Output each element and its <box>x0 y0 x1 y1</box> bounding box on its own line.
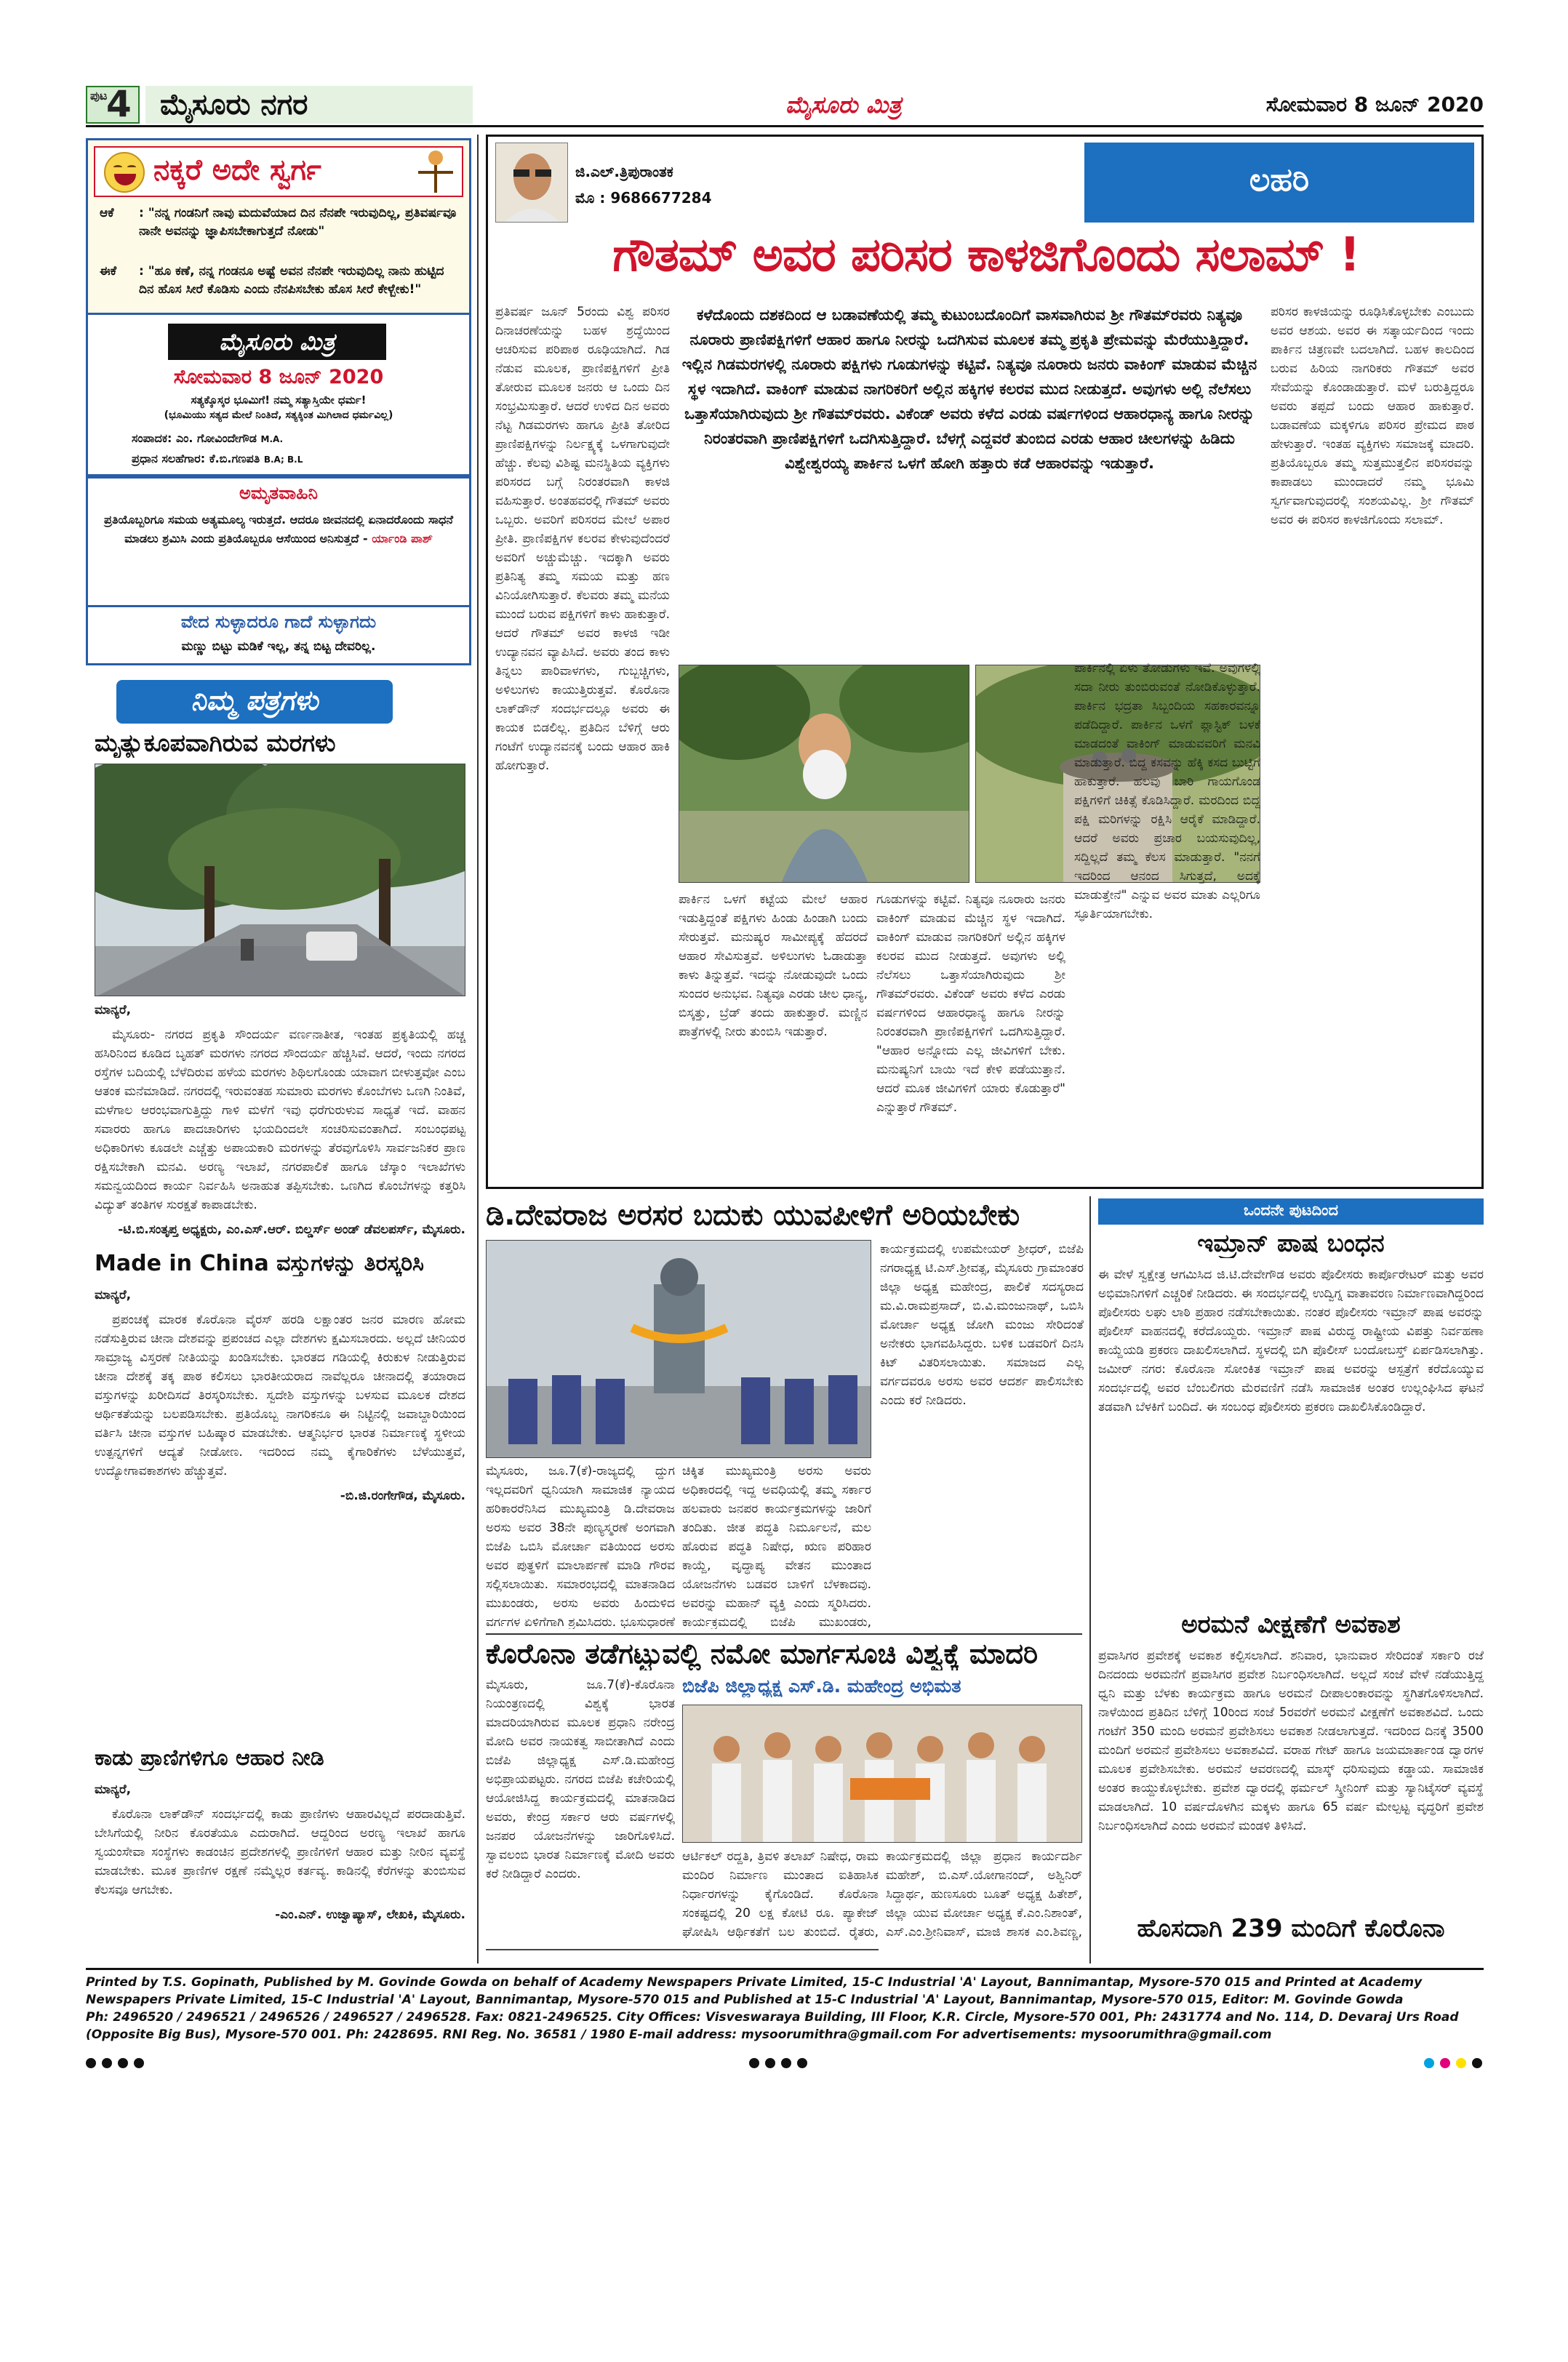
masthead-small: ಮೈಸೂರು ಮಿತ್ರ <box>785 91 902 119</box>
letter-2-salutation: ಮಾನ್ಯರೆ, <box>95 1288 132 1302</box>
legal-degree: B.A; B.L <box>263 455 303 465</box>
lahari-article <box>486 135 1484 1189</box>
scarecrow-icon <box>415 151 456 194</box>
imprint-block <box>86 1974 1484 2043</box>
reg-dot <box>134 2058 144 2068</box>
lahari-col-3: ಪಾರ್ಕಿನ ಒಳಗೆ ಕಟ್ಟೆಯ ಮೇಲೆ ಆಹಾರ ಇಡುತ್ತಿದ್ದಂತೆ ಪಕ್ಷಿಗಳು ಹಿಂಡು ಹಿಂಡಾಗಿ ಬಂದು ಸೇರುತ್ತವೆ. ಮನುಷ್ಯರ ಸಾಮೀಪ್ಯಕ್ಕೆ ಹೆದರದೆ ಆಹಾರ ಸೇವಿಸುತ್ತವೆ. ಅಳಿಲುಗಳು ಓಡಾಡುತ್ತಾ ಕಾಳು ತಿನ್ನುತ್ತವೆ. ಇದನ್ನು ನೋಡುವುದೇ ಒಂದು ಸುಂದರ ಅನುಭವ. ನಿತ್ಯವೂ ಎರಡು ಚೀಲ ಧಾನ್ಯ, ಬಿಸ್ಕತ್ತು, ಬ್ರೆಡ್ ತಂದು ಹಾಕುತ್ತಾರೆ. ಮಣ್ಣಿನ ಪಾತ್ರೆಗಳಲ್ಲಿ ನೀರು ತುಂಬಿಸಿ ಇಡುತ್ತಾರೆ. <box>679 892 868 1039</box>
reg-dot <box>797 2058 807 2068</box>
imran-headline: ಇಮ್ರಾನ್ ಪಾಷ ಬಂಧನ <box>1197 1229 1385 1258</box>
letter-3-head: ಕಾಡು ಪ್ರಾಣಿಗಳಿಗೂ ಆಹಾರ ನೀಡಿ <box>95 1745 324 1771</box>
author-phone: ಮೊ : 9686677284 <box>575 189 712 207</box>
aramane-headline: ಅರಮನೆ ವೀಕ್ಷಣೆಗೆ ಅವಕಾಶ <box>1181 1610 1401 1639</box>
legal-label: ಪ್ರಧಾನ ಸಲಹೆಗಾರ: <box>132 452 206 465</box>
footer-top-rule <box>86 1968 1484 1970</box>
reg-dot <box>765 2058 775 2068</box>
tree-lined-road-image <box>95 764 465 996</box>
imran-body: ಈ ವೇಳೆ ಸ್ವಕ್ಷೇತ್ರ ಆಗಮಿಸಿದ ಜಿ.ಟಿ.ದೇವೇಗೌಡ ಅವರು ಪೊಲೀಸರು ಕಾರ್ಪೊರೇಟರ್ ಮತ್ತು ಅವರ ಅಭಿಮಾನಿಗಳಿಗೆ ಎಚ್ಚರಿಕೆ ನೀಡಿದರು. ಈ ಸಂದರ್ಭದಲ್ಲಿ ಉದ್ವಿಗ್ನ ವಾತಾವರಣ ನಿರ್ಮಾಣವಾಗಿದ್ದರಿಂದ ಪೊಲೀಸರು ಲಘು ಲಾಠಿ ಪ್ರಹಾರ ನಡೆಸಬೇಕಾಯಿತು. ನಂತರ ಪೊಲೀಸರು ಇಮ್ರಾನ್ ಪಾಷ ಅವರನ್ನು ಪೊಲೀಸ್ ವಾಹನದಲ್ಲಿ ಕರೆದೊಯ್ದರು. ಇಮ್ರಾನ್ ಪಾಷ ವಿರುದ್ಧ ರಾಷ್ಟ್ರೀಯ ವಿಪತ್ತು ನಿರ್ವಹಣಾ ಕಾಯ್ದೆಯಡಿ ಪ್ರಕರಣ ದಾಖಲಿಸಲಾಗಿದೆ. ಸ್ಥಳದಲ್ಲಿ ಬಿಗಿ ಪೊಲೀಸ್ ಬಂದೋಬಸ್ತ್ ಏರ್ಪಡಿಸಲಾಗಿತ್ತು. ಜಮೀರ್ ನಗರ: ಕೊರೊನಾ ಸೋಂಕಿತ ಇಮ್ರಾನ್ ಪಾಷ ಅವರನ್ನು ಆಸ್ಪತ್ರೆಗೆ ಕರೆದೊಯ್ಯುವ ಸಂದರ್ಭದಲ್ಲಿ ಅವರ ಬೆಂಬಲಿಗರು ಮೆರವಣಿಗೆ ನಡೆಸಿ ಸಾಮಾಜಿಕ ಅಂತರ ಉಲ್ಲಂಘಿಸಿದ ಘಟನೆ ತಡವಾಗಿ ಬೆಳಕಿಗೆ ಬಂದಿದೆ. ಈ ಸಂಬಂಧ ಪೊಲೀಸರು ಪ್ರಕರಣ ದಾಖಲಿಸಿಕೊಂಡಿದ್ದಾರೆ. <box>1098 1268 1484 1414</box>
editor-name: ಎಂ. ಗೋವಿಂದೇಗೌಡ <box>176 431 257 445</box>
info-legal-row <box>132 452 303 466</box>
header-date: ಸೋಮವಾರ 8 ಜೂನ್ 2020 <box>1265 92 1484 116</box>
devaraj-col-2: ಚಿಕ್ಕಿತ ಮುಖ್ಯಮಂತ್ರಿ ಅರಸು ಅವರು ಅಧಿಕಾರದಲ್ಲಿ ಇದ್ದ ಅವಧಿಯಲ್ಲಿ ತಮ್ಮ ಸರ್ಕಾರ ಹಲವಾರು ಜನಪರ ಕಾರ್ಯಕ್ರಮಗಳನ್ನು ಜಾರಿಗೆ ತಂದಿತು. ಜೀತ ಪದ್ಧತಿ ನಿರ್ಮೂಲನೆ, ಮಲ ಹೊರುವ ಪದ್ಧತಿ ನಿಷೇಧ, ಋಣ ಪರಿಹಾರ ಕಾಯ್ದೆ, ವೃದ್ಧಾಪ್ಯ ವೇತನ ಮುಂತಾದ ಯೋಜನೆಗಳು ಬಡವರ ಬಾಳಿಗೆ ಬೆಳಕಾದವು. ಅವರನ್ನು ಮಹಾನ್ ವ್ಯಕ್ತಿ ಎಂದು ಸ್ಮರಿಸಿದರು. ಕಾರ್ಯಕ್ರಮದಲ್ಲಿ ಬಿಜೆಪಿ ಮುಖಂಡರು, <box>682 1464 871 1629</box>
legal-name: ಕೆ.ಬಿ.ಗಣಪತಿ <box>209 452 260 465</box>
reg-dot <box>118 2058 128 2068</box>
info-tagline-2: (ಭೂಮಿಯು ಸತ್ಯದ ಮೇಲೆ ನಿಂತಿದೆ, ಸತ್ಯಕ್ಕಿಂತ ಮಿಗಿಲಾದ ಧರ್ಮವಿಲ್ಲ) <box>164 409 393 421</box>
imprint-line-3: Ph: 2496520 / 2496521 / 2496526 / 2496527 / 2496528. Fax: 0821-2496525. City Offices: Visveswaraya Building, III Floor, K.R. Circle, Mysore-570 001, Ph: 2431774 and No. 114, D. Devaraj Urs Road <box>86 2010 1459 2025</box>
corona-modi-subhead: ಬಿಜೆಪಿ ಜಿಲ್ಲಾಧ್ಯಕ್ಷ ಎಸ್.ಡಿ. ಮಹೇಂದ್ರ ಅಭಿಮತ <box>682 1676 961 1697</box>
corona-modi-headline: ಕೊರೊನಾ ತಡೆಗಟ್ಟುವಲ್ಲಿ ನಮೋ ಮಾರ್ಗಸೂಚಿ ವಿಶ್ವಕ್ಕೆ ಮಾದರಿ <box>486 1638 1039 1670</box>
amrutha-author: ರ್ಯಾಂಡಿ ಪಾಶ್ <box>372 532 433 545</box>
devaraj-bottom-rule <box>486 1633 1082 1635</box>
amrutha-box <box>86 476 471 607</box>
devaraj-photo <box>486 1240 871 1458</box>
letter-1-text: ಮೈಸೂರು- ನಗರದ ಪ್ರಕೃತಿ ಸೌಂದರ್ಯ ವರ್ಣನಾತೀತ, ಇಂತಹ ಪ್ರಕೃತಿಯಲ್ಲಿ ಹಚ್ಚ ಹಸಿರಿನಿಂದ ಕೂಡಿದ ಬೃಹತ್ ಮರಗಳು ನಗರದ ಸೌಂದರ್ಯ ಹೆಚ್ಚಿಸಿವೆ. ಆದರೆ, ಇಂದು ನಗರದ ರಸ್ತೆಗಳ ಬದಿಯಲ್ಲಿ ಬೆಳೆದಿರುವ ಹಳೆಯ ಮರಗಳು ಶಿಥಿಲಗೊಂಡು ಯಾವಾಗ ಬೀಳುತ್ತವೋ ಎಂಬ ಆತಂಕ ಮನೆಮಾಡಿದೆ. ನಗರದಲ್ಲಿ ಇರುವಂತಹ ಸುಮಾರು ಮರಗಳು ಕೊಂಬೆಗಳು ಒಣಗಿ ನಿಂತಿವೆ, ಮಳೆಗಾಲ ಆರಂಭವಾಗುತ್ತಿದ್ದು ಗಾಳಿ ಮಳೆಗೆ ಇವು ಧರೆಗುರುಳುವ ಸಾಧ್ಯತೆ ಇದೆ. ವಾಹನ ಸವಾರರು ಹಾಗೂ ಪಾದಚಾರಿಗಳು ಭಯದಿಂದಲೇ ಸಂಚರಿಸುವಂತಾಗಿದೆ. ಸಂಬಂಧಪಟ್ಟ ಅಧಿಕಾರಿಗಳು ಕೂಡಲೇ ಎಚ್ಚೆತ್ತು ಅಪಾಯಕಾರಿ ಮರಗಳನ್ನು ತೆರವುಗೊಳಿಸಿ ಸಾರ್ವಜನಿಕರ ಪ್ರಾಣ ರಕ್ಷಿಸಬೇಕಾಗಿ ಮನವಿ. ಅರಣ್ಯ ಇಲಾಖೆ, ನಗರಪಾಲಿಕೆ ಹಾಗೂ ಚೆಸ್ಕಾಂ ಇಲಾಖೆಗಳು ಸಮನ್ವಯದಿಂದ ಕಾರ್ಯ ನಿರ್ವಹಿಸಿ ಅನಾಹುತ ತಪ್ಪಿಸಬೇಕು. ಒಣಗಿದ ಕೊಂಬೆಗಳನ್ನು ಕತ್ತರಿಸಿ ವಿದ್ಯುತ್ ತಂತಿಗಳ ಸುರಕ್ಷತೆ ಕಾಪಾಡಬೇಕು. <box>95 1028 465 1212</box>
lahari-col-1: ಪ್ರತಿವರ್ಷ ಜೂನ್ 5ರಂದು ವಿಶ್ವ ಪರಿಸರ ದಿನಾಚರಣೆಯನ್ನು ಬಹಳ ಶ್ರದ್ಧೆಯಿಂದ ಆಚರಿಸುವ ಪರಿಪಾಠ ರೂಢಿಯಾಗಿದೆ. ಗಿಡ ನೆಡುವ ಮೂಲಕ, ಪ್ರಾಣಿಪಕ್ಷಿಗಳಿಗೆ ಪ್ರೀತಿ ತೋರುವ ಮೂಲಕ ಜನರು ಆ ಒಂದು ದಿನ ಸಂಭ್ರಮಿಸುತ್ತಾರೆ. ಆದರೆ ಉಳಿದ ದಿನ ಅವರು ನೆಟ್ಟ ಗಿಡಮರಗಳು ಹಾಗೂ ಪ್ರೀತಿ ತೋರಿದ ಪ್ರಾಣಿಪಕ್ಷಿಗಳನ್ನು ನಿರ್ಲಕ್ಷ್ಯಕ್ಕೆ ಒಳಗಾಗುವುದೇ ಹೆಚ್ಚು. ಕೆಲವು ವಿಶಿಷ್ಟ ಮನಸ್ಥಿತಿಯ ವ್ಯಕ್ತಿಗಳು ಪರಿಸರದ ಬಗ್ಗೆ ನಿರಂತರವಾಗಿ ಕಾಳಜಿ ವಹಿಸುತ್ತಾರೆ. ಅಂತಹವರಲ್ಲಿ ಗೌತಮ್ ಅವರು ಒಬ್ಬರು. ಅವರಿಗೆ ಪರಿಸರದ ಮೇಲೆ ಅಪಾರ ಪ್ರೀತಿ. ಪ್ರಾಣಿಪಕ್ಷಿಗಳ ಕಲರವ ಕೇಳುವುದೆಂದರೆ ಅವರಿಗೆ ಅಚ್ಚುಮೆಚ್ಚು. ಇದಕ್ಕಾಗಿ ಅವರು ಪ್ರತಿನಿತ್ಯ ತಮ್ಮ ಸಮಯ ಮತ್ತು ಹಣ ವಿನಿಯೋಗಿಸುತ್ತಾರೆ. ಕೆಲವರು ತಮ್ಮ ಮನೆಯ ಮುಂದೆ ಬರುವ ಪಕ್ಷಿಗಳಿಗೆ ಕಾಳು ಹಾಕುತ್ತಾರೆ. ಆದರೆ ಗೌತಮ್ ಅವರ ಕಾಳಜಿ ಇಡೀ ಉದ್ಯಾನವನ ವ್ಯಾಪಿಸಿದೆ. ಅವರು ತಂದ ಕಾಳು ತಿನ್ನಲು ಪಾರಿವಾಳಗಳು, ಗುಬ್ಬಚ್ಚಿಗಳು, ಅಳಿಲುಗಳು ಕಾಯುತ್ತಿರುತ್ತವೆ. ಕೊರೊನಾ ಲಾಕ್‌ಡೌನ್ ಸಂದರ್ಭದಲ್ಲೂ ಅವರು ಈ ಕಾಯಕ ಬಿಡಲಿಲ್ಲ. ಪ್ರತಿದಿನ ಬೆಳಿಗ್ಗೆ ಆರು ಗಂಟೆಗೆ ಉದ್ಯಾನವನಕ್ಕೆ ಬಂದು ಆಹಾರ ಹಾಕಿ ಹೋಗುತ್ತಾರೆ. <box>495 305 670 773</box>
jokes-title: ನಕ್ಕರೆ ಅದೇ ಸ್ವರ್ಗ <box>153 153 321 187</box>
letter-1-salutation: ಮಾನ್ಯರೆ, <box>95 1003 132 1017</box>
header-rule <box>86 125 1484 127</box>
lahari-intro: ಕಳೆದೊಂದು ದಶಕದಿಂದ ಆ ಬಡಾವಣೆಯಲ್ಲಿ ತಮ್ಮ ಕುಟುಂಬದೊಂದಿಗೆ ವಾಸವಾಗಿರುವ ಶ್ರೀ ಗೌತಮ್‌ರವರು ನಿತ್ಯವೂ ನೂರಾರು ಪ್ರಾಣಿಪಕ್ಷಿಗಳಿಗೆ ಆಹಾರ ಹಾಗೂ ನೀರನ್ನು ಒದಗಿಸುವ ಮೂಲಕ ತಮ್ಮ ಪ್ರಕೃತಿ ಪ್ರೇಮವನ್ನು ಮೆರೆಯುತ್ತಿದ್ದಾರೆ. ಇಲ್ಲಿನ ಗಿಡಮರಗಳಲ್ಲಿ ನೂರಾರು ಪಕ್ಷಿಗಳು ಗೂಡುಗಳನ್ನು ಕಟ್ಟಿವೆ. ನಿತ್ಯವೂ ನೂರಾರು ಜನರು ವಾಕಿಂಗ್ ಮಾಡುವ ಮೆಚ್ಚಿನ ಸ್ಥಳ ಇದಾಗಿದೆ. ವಾಕಿಂಗ್ ಮಾಡುವ ನಾಗರಿಕರಿಗೆ ಅಲ್ಲಿನ ಹಕ್ಕಿಗಳ ಕಲರವ ಮುದ ನೀಡುತ್ತದೆ. ಅವುಗಳು ಅಲ್ಲಿ ನೆಲೆಸಲು ಒತ್ತಾಸೆಯಾಗಿರುವುದು ಶ್ರೀ ಗೌತಮ್‌ರವರು. ವಿಕೆಂಡ್ ಅವರು ಕಳೆದ ಎರಡು ವರ್ಷಗಳಿಂದ ಆಹಾರಧಾನ್ಯ ಹಾಗೂ ನೀರನ್ನು ನಿರಂತರವಾಗಿ ಪ್ರಾಣಿಪಕ್ಷಿಗಳಿಗೆ ಒದಗಿಸುತ್ತಿದ್ದಾರೆ. ಬೆಳಗ್ಗೆ ಎದ್ದವರೆ ತುಂಬಿದ ಎರಡು ಆಹಾರ ಚೀಲಗಳನ್ನು ಹಿಡಿದು ವಿಶ್ವೇಶ್ವರಯ್ಯ ಪಾರ್ಕಿನ ಒಳಗೆ ಹೋಗಿ ಹತ್ತಾರು ಕಡೆ ಆಹಾರವನ್ನು ಇಡುತ್ತಾರೆ. <box>681 306 1257 472</box>
corona-modi-col-2: ಆರ್ಟಿಕಲ್ ರದ್ದತಿ, ತ್ರಿವಳಿ ತಲಾಖ್ ನಿಷೇಧ, ರಾಮ ಮಂದಿರ ನಿರ್ಮಾಣ ಮುಂತಾದ ಐತಿಹಾಸಿಕ ನಿರ್ಧಾರಗಳನ್ನು ಕೈಗೊಂಡಿದೆ. ಕೊರೊನಾ ಸಂಕಷ್ಟದಲ್ಲಿ 20 ಲಕ್ಷ ಕೋಟಿ ರೂ. ಪ್ಯಾಕೇಜ್ ಘೋಷಿಸಿ ಆರ್ಥಿಕತೆಗೆ ಬಲ ತುಂಬಿದೆ. ರೈತರು, <box>682 1849 879 1939</box>
letter-2-body <box>95 1286 465 1737</box>
info-box <box>86 313 471 476</box>
jokes-header <box>94 146 463 197</box>
proverb-title: ವೇದ ಸುಳ್ಳಾದರೂ ಗಾದೆ ಸುಳ್ಳಾಗದು <box>180 612 377 632</box>
devaraj-headline: ಡಿ.ದೇವರಾಜ ಅರಸರ ಬದುಕು ಯುವಪೀಳಿಗೆ ಅರಿಯಬೇಕು <box>486 1198 1020 1232</box>
joke-speaker-1: ಆಕೆ <box>100 206 114 220</box>
page-label-box <box>86 83 140 125</box>
reg-dot-magenta <box>1440 2058 1450 2068</box>
joke-speaker-2: ಈಕೆ <box>100 264 117 279</box>
lahari-col-6: ಪರಿಸರ ಕಾಳಜಿಯನ್ನು ರೂಢಿಸಿಕೊಳ್ಳಬೇಕು ಎಂಬುದು ಅವರ ಆಶಯ. ಅವರ ಈ ಸತ್ಕಾರ್ಯದಿಂದ ಇಂದು ಪಾರ್ಕಿನ ಚಿತ್ರಣವೇ ಬದಲಾಗಿದೆ. ಬಹಳ ಕಾಲದಿಂದ ಬರುವ ಹಿರಿಯ ನಾಗರಿಕರು ಗೌತಮ್ ಅವರ ಸೇವೆಯನ್ನು ಕೊಂಡಾಡುತ್ತಾರೆ. ಮಳೆ ಬರುತ್ತಿದ್ದರೂ ಅವರು ತಪ್ಪದೆ ಬಂದು ಆಹಾರ ಹಾಕುತ್ತಾರೆ. ಬಡಾವಣೆಯ ಮಕ್ಕಳಿಗೂ ಪರಿಸರ ಪ್ರೇಮದ ಪಾಠ ಹೇಳುತ್ತಾರೆ. ಇಂತಹ ವ್ಯಕ್ತಿಗಳು ಸಮಾಜಕ್ಕೆ ಮಾದರಿ. ಪ್ರತಿಯೊಬ್ಬರೂ ತಮ್ಮ ಸುತ್ತಮುತ್ತಲಿನ ಪರಿಸರವನ್ನು ಕಾಪಾಡಲು ಮುಂದಾದರೆ ನಮ್ಮ ಭೂಮಿ ಸ್ವರ್ಗವಾಗುವುದರಲ್ಲಿ ಸಂಶಯವಿಲ್ಲ. ಶ್ರೀ ಗೌತಮ್ ಅವರ ಈ ಪರಿಸರ ಕಾಳಜಿಗೊಂದು ಸಲಾಮ್. <box>1271 305 1474 527</box>
reg-dot-black <box>1472 2058 1482 2068</box>
amrutha-text-block <box>98 511 459 548</box>
joke-line-1: : "ನನ್ನ ಗಂಡನಿಗೆ ನಾವು ಮದುವೆಯಾದ ದಿನ ನೆನಪೇ ಇರುವುದಿಲ್ಲ, ಪ್ರತಿವರ್ಷವೂ ನಾನೇ ಅವನನ್ನು ಜ್ಞಾಪಿಸಬೇಕಾಗುತ್ತದೆ ನೋಡು" <box>139 206 457 239</box>
lahari-col-4: ಗೂಡುಗಳನ್ನು ಕಟ್ಟಿವೆ. ನಿತ್ಯವೂ ನೂರಾರು ಜನರು ವಾಕಿಂಗ್ ಮಾಡುವ ಮೆಚ್ಚಿನ ಸ್ಥಳ ಇದಾಗಿದೆ. ವಾಕಿಂಗ್ ಮಾಡುವ ನಾಗರಿಕರಿಗೆ ಅಲ್ಲಿನ ಹಕ್ಕಿಗಳ ಕಲರವ ಮುದ ನೀಡುತ್ತದೆ. ಅವುಗಳು ಅಲ್ಲಿ ನೆಲೆಸಲು ಒತ್ತಾಸೆಯಾಗಿರುವುದು ಶ್ರೀ ಗೌತಮ್‌ರವರು. ವಿಕೆಂಡ್ ಅವರು ಕಳೆದ ಎರಡು ವರ್ಷಗಳಿಂದ ಆಹಾರಧಾನ್ಯ ಹಾಗೂ ನೀರನ್ನು ನಿರಂತರವಾಗಿ ಪ್ರಾಣಿಪಕ್ಷಿಗಳಿಗೆ ಒದಗಿಸುತ್ತಿದ್ದಾರೆ. "ಆಹಾರ ಅನ್ನೋದು ಎಲ್ಲ ಜೀವಿಗಳಿಗೆ ಬೇಕು. ಮನುಷ್ಯನಿಗೆ ಬಾಯಿ ಇದೆ ಕೇಳಿ ಪಡೆಯುತ್ತಾನೆ. ಆದರೆ ಮೂಕ ಜೀವಿಗಳಿಗೆ ಯಾರು ಕೊಡುತ್ತಾರೆ" ಎನ್ನುತ್ತಾರೆ ಗೌತಮ್. <box>876 892 1065 1115</box>
laughing-face-icon <box>104 152 145 193</box>
gautam-photo <box>679 665 969 883</box>
letter-3-text: ಕೊರೊನಾ ಲಾಕ್‌ಡೌನ್ ಸಂದರ್ಭದಲ್ಲಿ ಕಾಡು ಪ್ರಾಣಿಗಳು ಆಹಾರವಿಲ್ಲದೆ ಪರದಾಡುತ್ತಿವೆ. ಬೇಸಿಗೆಯಲ್ಲಿ ನೀರಿನ ಕೊರತೆಯೂ ಎದುರಾಗಿದೆ. ಆದ್ದರಿಂದ ಅರಣ್ಯ ಇಲಾಖೆ ಹಾಗೂ ಸ್ವಯಂಸೇವಾ ಸಂಸ್ಥೆಗಳು ಕಾಡಂಚಿನ ಪ್ರದೇಶಗಳಲ್ಲಿ ಪ್ರಾಣಿಗಳಿಗೆ ಆಹಾರ ಮತ್ತು ನೀರಿನ ವ್ಯವಸ್ಥೆ ಮಾಡಬೇಕು. ಮೂಕ ಪ್ರಾಣಿಗಳ ರಕ್ಷಣೆ ನಮ್ಮೆಲ್ಲರ ಕರ್ತವ್ಯ. ಕಾಡಿನಲ್ಲಿ ಕೆರೆಗಳನ್ನು ತುಂಬಿಸುವ ಕೆಲಸವೂ ಆಗಬೇಕು. <box>95 1807 465 1897</box>
letters-banner-title: ನಿಮ್ಮ ಪತ್ರಗಳು <box>191 684 319 716</box>
imprint-line-4: (Opposite Big Bus), Mysore-570 001. Ph: 2428695. RNI Reg. No. 36581 / 1980 E-mail address: mysoorumithra@gmail.com For advertisements: mysoorumithra@gmail.com <box>86 2027 1272 2042</box>
corona-modi-photo-2 <box>486 1949 879 1950</box>
corona-modi-photo-1 <box>682 1705 1082 1843</box>
statue-tribute-image <box>487 1241 871 1458</box>
reg-dot-cyan <box>1424 2058 1434 2068</box>
letter-2-head: Made in China ವಸ್ತುಗಳನ್ನು ತಿರಸ್ಕರಿಸಿ <box>95 1251 473 1276</box>
letter-3-body <box>95 1780 465 1947</box>
page-number: 4 <box>106 83 132 125</box>
reg-dot <box>86 2058 96 2068</box>
lahari-headline: ಗೌತಮ್ ಅವರ ಪರಿಸರ ಕಾಳಜಿಗೊಂದು ಸಲಾಮ್ ! <box>612 228 1360 282</box>
imprint-line-2: Newspapers Private Limited, 15-C Industrial 'A' Layout, Bannimantap, Mysore-570 015 and Published at 15-C Industrial 'A' Layout, Bannimantap, Mysore-570 015, Editor: M. Govinde Gowda <box>86 1993 1404 2007</box>
letter-2-text: ಪ್ರಪಂಚಕ್ಕೆ ಮಾರಕ ಕೊರೊನಾ ವೈರಸ್ ಹರಡಿ ಲಕ್ಷಾಂತರ ಜನರ ಮಾರಣ ಹೋಮ ನಡೆಸುತ್ತಿರುವ ಚೀನಾ ದೇಶವನ್ನು ಪ್ರಪಂಚದ ಎಲ್ಲಾ ದೇಶಗಳು ಕ್ಷಮಿಸಬಾರದು. ಅಲ್ಲದೆ ಚೀನಿಯರ ಸಾಮ್ರಾಜ್ಯ ವಿಸ್ತರಣೆ ನೀತಿಯನ್ನು ಖಂಡಿಸಬೇಕು. ಭಾರತದ ಗಡಿಯಲ್ಲಿ ಕಿರುಕುಳ ನೀಡುತ್ತಿರುವ ಚೀನಾ ದೇಶಕ್ಕೆ ತಕ್ಕ ಪಾಠ ಕಲಿಸಲು ಭಾರತೀಯರಾದ ನಾವೆಲ್ಲರೂ ಚೀನಾದಲ್ಲಿ ತಯಾರಾದ ವಸ್ತುಗಳನ್ನು ಖರೀದಿಸದೆ ತಿರಸ್ಕರಿಸಬೇಕು. ಸ್ವದೇಶಿ ವಸ್ತುಗಳನ್ನು ಬಳಸುವ ಮೂಲಕ ದೇಶದ ಆರ್ಥಿಕತೆಯನ್ನು ಬಲಪಡಿಸಬೇಕು. ಪ್ರತಿಯೊಬ್ಬ ನಾಗರಿಕನೂ ಈ ನಿಟ್ಟಿನಲ್ಲಿ ಜವಾಬ್ದಾರಿಯಿಂದ ವರ್ತಿಸಿ ಚೀನಾ ವಸ್ತುಗಳ ಬಹಿಷ್ಕಾರ ಮಾಡಬೇಕು. ಆತ್ಮನಿರ್ಭರ ಭಾರತ ನಿರ್ಮಾಣಕ್ಕೆ ಸ್ಥಳೀಯ ಉತ್ಪನ್ನಗಳಿಗೆ ಆದ್ಯತೆ ನೀಡೋಣ. ಇದರಿಂದ ನಮ್ಮ ಕೈಗಾರಿಕೆಗಳು ಬೆಳೆಯುತ್ತವೆ, ಉದ್ಯೋಗಾವಕಾಶಗಳು ಹೆಚ್ಚುತ್ತವೆ. <box>95 1313 465 1478</box>
page-header <box>0 0 1568 125</box>
reg-dot <box>749 2058 759 2068</box>
amrutha-title: ಅಮೃತವಾಹಿನಿ <box>239 483 318 503</box>
proverb-text: ಮಣ್ಣು ಬಿಟ್ಟು ಮಡಿಕೆ ಇಲ್ಲ, ತನ್ನ ಬಿಟ್ಟ ದೇವರಿಲ್ಲ. <box>181 639 376 654</box>
letter-2-sign: -ಬಿ.ಜಿ.ರಂಗೇಗೌಡ, ಮೈಸೂರು. <box>340 1489 465 1503</box>
info-tagline-1: ಸತ್ಯಕ್ಕೊಸ್ಕರ ಭೂಮಿಗೆ! ನಮ್ಮ ಸತ್ಯಾಸ್ತಿಯೇ ಧರ್ಮ! <box>191 393 367 407</box>
aramane-body: ಪ್ರವಾಸಿಗರ ಪ್ರವೇಶಕ್ಕೆ ಅವಕಾಶ ಕಲ್ಪಿಸಲಾಗಿದೆ. ಶನಿವಾರ, ಭಾನುವಾರ ಸೇರಿದಂತೆ ಸರ್ಕಾರಿ ರಜೆ ದಿನದಂದು ಅರಮನೆಗೆ ಪ್ರವಾಸಿಗರ ಪ್ರವೇಶ ನಿರ್ಬಂಧಿಸಲಾಗಿದೆ. ಅಲ್ಲದೆ ಸಂಜೆ ವೇಳೆ ನಡೆಯುತ್ತಿದ್ದ ಧ್ವನಿ ಮತ್ತು ಬೆಳಕು ಕಾರ್ಯಕ್ರಮ ಹಾಗೂ ಅರಮನೆ ದೀಪಾಲಂಕಾರವನ್ನು ಸ್ಥಗಿತಗೊಳಿಸಲಾಗಿದೆ. ನಾಳೆಯಿಂದ ಪ್ರತಿದಿನ ಬೆಳಿಗ್ಗೆ 10ರಿಂದ ಸಂಜೆ 5ರವರೆಗೆ ಅರಮನೆ ವೀಕ್ಷಣೆಗೆ ಅವಕಾಶವಿದೆ. ಒಂದು ಗಂಟೆಗೆ 350 ಮಂದಿ ಅರಮನೆ ಪ್ರವೇಶಿಸಲು ಅವಕಾಶ ನೀಡಲಾಗುತ್ತದೆ. ಇದರಿಂದ ದಿನಕ್ಕೆ 3500 ಮಂದಿಗೆ ಅರಮನೆ ಪ್ರವೇಶಿಸಲು ಅವಕಾಶವಿದೆ. ವರಾಹ ಗೇಟ್ ಹಾಗೂ ಜಯಮಾರ್ತಾಂಡ ದ್ವಾರಗಳ ಮೂಲಕ ಪ್ರವೇಶಿಸಬೇಕು. ಅರಮನೆ ಆವರಣದಲ್ಲಿ ಮಾಸ್ಕ್ ಧರಿಸುವುದು ಕಡ್ಡಾಯ. ಸಾಮಾಜಿಕ ಅಂತರ ಕಾಯ್ದುಕೊಳ್ಳಬೇಕು. ಪ್ರವೇಶ ದ್ವಾರದಲ್ಲಿ ಥರ್ಮಲ್ ಸ್ಕ್ರೀನಿಂಗ್ ಮತ್ತು ಸ್ಯಾನಿಟೈಸರ್ ವ್ಯವಸ್ಥೆ ಮಾಡಲಾಗಿದೆ. 10 ವರ್ಷದೊಳಗಿನ ಮಕ್ಕಳು ಹಾಗೂ 65 ವರ್ಷ ಮೇಲ್ಪಟ್ಟ ವೃದ್ಧರಿಗೆ ಪ್ರವೇಶ ನಿರ್ಬಂಧಿಸಲಾಗಿದೆ ಎಂದು ಅರಮನೆ ಮಂಡಳಿ ತಿಳಿಸಿದೆ. <box>1098 1649 1484 1833</box>
author-portrait-image <box>496 143 568 223</box>
man-in-park-image <box>679 665 969 883</box>
devaraj-col-1: ಮೈಸೂರು, ಜೂ.7(ಕೆ)-ರಾಜ್ಯದಲ್ಲಿ ದ್ದುಗ ಇಲ್ಲದವರಿಗೆ ಧ್ವನಿಯಾಗಿ ಸಾಮಾಜಿಕ ನ್ಯಾಯದ ಹರಿಕಾರರೆನಿಸಿದ ಮುಖ್ಯಮಂತ್ರಿ ಡಿ.ದೇವರಾಜ ಅರಸು ಅವರ 38ನೇ ಪುಣ್ಯಸ್ಮರಣೆ ಅಂಗವಾಗಿ ಬಿಜೆಪಿ ಒಬಿಸಿ ಮೋರ್ಚಾ ವತಿಯಿಂದ ಅರಸು ಅವರ ಪುತ್ಥಳಿಗೆ ಮಾಲಾರ್ಪಣೆ ಮಾಡಿ ಗೌರವ ಸಲ್ಲಿಸಲಾಯಿತು. ಸಮಾರಂಭದಲ್ಲಿ ಮಾತನಾಡಿದ ಮುಖಂಡರು, ಅರಸು ಅವರು ಹಿಂದುಳಿದ ವರ್ಗಗಳ ಏಳಿಗೆಗಾಗಿ ಶ್ರಮಿಸಿದರು. ಭೂಸುಧಾರಣೆ <box>486 1464 675 1629</box>
lahari-column-name: ಲಹರಿ <box>1249 161 1310 199</box>
author-photo <box>495 143 568 223</box>
editor-label: ಸಂಪಾದಕ: <box>132 431 172 445</box>
page-label: ಪುಟ <box>90 89 108 103</box>
letters-banner <box>116 680 393 724</box>
devaraj-col-3: ಕಾರ್ಯಕ್ರಮದಲ್ಲಿ ಉಪಮೇಯರ್ ಶ್ರೀಧರ್, ಬಿಜೆಪಿ ನಗರಾಧ್ಯಕ್ಷ ಟಿ.ಎಸ್.ಶ್ರೀವತ್ಸ, ಮೈಸೂರು ಗ್ರಾಮಾಂತರ ಜಿಲ್ಲಾ ಅಧ್ಯಕ್ಷ ಮಹೇಂದ್ರ, ಪಾಲಿಕೆ ಸದಸ್ಯರಾದ ಮ.ವಿ.ರಾಮಪ್ರಸಾದ್, ಬಿ.ವಿ.ಮಂಜುನಾಥ್, ಒಬಿಸಿ ಮೋರ್ಚಾ ಅಧ್ಯಕ್ಷ ಜೋಗಿ ಮಂಜು ಸೇರಿದಂತೆ ಅನೇಕರು ಭಾಗವಹಿಸಿದ್ದರು. ಬಳಿಕ ಬಡವರಿಗೆ ದಿನಸಿ ಕಿಟ್ ವಿತರಿಸಲಾಯಿತು. ಸಮಾಜದ ಎಲ್ಲ ವರ್ಗದವರೂ ಅರಸು ಅವರ ಆದರ್ಶ ಪಾಲಿಸಬೇಕು ಎಂದು ಕರೆ ನೀಡಿದರು. <box>880 1242 1084 1408</box>
center-right-rule <box>1089 1196 1091 1963</box>
continued-label: ಒಂದನೇ ಪುಟದಿಂದ <box>1243 1201 1339 1219</box>
reg-dot <box>781 2058 791 2068</box>
author-name: ಜಿ.ಎಲ್.ತ್ರಿಪುರಾಂತಕ <box>575 163 673 180</box>
info-masthead: ಮೈಸೂರು ಮಿತ್ರ <box>168 324 386 360</box>
proverb-box <box>86 607 471 665</box>
section-title: ಮೈಸೂರು ನಗರ <box>145 86 473 124</box>
amrutha-text: ಪ್ರತಿಯೊಬ್ಬರಿಗೂ ಸಮಯ ಅತ್ಯಮೂಲ್ಯ ಇರುತ್ತದೆ. ಆದರೂ ಜೀವನದಲ್ಲಿ ಏನಾದರೊಂದು ಸಾಧನೆ ಮಾಡಲು ಶ್ರಮಿಸಿ ಎಂದು ಪ್ರತಿಯೊಬ್ಬರೂ ಆಸೆಯಿಂದ ಅನಿಸುತ್ತದೆ - <box>104 513 453 545</box>
left-column-rule <box>477 135 479 1963</box>
corona-modi-col-3: ಕಾರ್ಯಕ್ರಮದಲ್ಲಿ ಜಿಲ್ಲಾ ಪ್ರಧಾನ ಕಾರ್ಯದರ್ಶಿ ಮಹೇಶ್, ಬಿ.ಎಸ್.ಯೋಗಾನಂದ್, ಅಶ್ವಿನಿರ್ ಸಿದ್ದಾರ್ಥ, ಹುಣಸೂರು ಬೂತ್ ಅಧ್ಯಕ್ಷ ಹಿತೇಶ್, ಜಿಲ್ಲಾ ಯುವ ಮೋರ್ಚಾ ಅಧ್ಯಕ್ಷ ಕೆ.ಎಂ.ನಿಶಾಂತ್, ಎಸ್.ಎಂ.ಶ್ರೀನಿವಾಸ್, ಮಾಜಿ ಶಾಸಕ ಎಂ.ಶಿವಣ್ಣ, <box>886 1849 1082 1939</box>
letter-3-sign: -ಎಂ.ಎನ್. ಉಜ್ವಾಷ್ಯಾಸ್, ಲೇಖಕಿ, ಮೈಸೂರು. <box>275 1907 465 1922</box>
corona-modi-col-1: ಮೈಸೂರು, ಜೂ.7(ಕೆ)-ಕೊರೊನಾ ನಿಯಂತ್ರಣದಲ್ಲಿ ವಿಶ್ವಕ್ಕೆ ಭಾರತ ಮಾದರಿಯಾಗಿರುವ ಮೂಲಕ ಪ್ರಧಾನಿ ನರೇಂದ್ರ ಮೋದಿ ಅವರ ನಾಯಕತ್ವ ಸಾಬೀತಾಗಿದೆ ಎಂದು ಬಿಜೆಪಿ ಜಿಲ್ಲಾಧ್ಯಕ್ಷ ಎಸ್.ಡಿ.ಮಹೇಂದ್ರ ಅಭಿಪ್ರಾಯಪಟ್ಟರು. ನಗರದ ಬಿಜೆಪಿ ಕಚೇರಿಯಲ್ಲಿ ಆಯೋಜಿಸಿದ್ದ ಕಾರ್ಯಕ್ರಮದಲ್ಲಿ ಮಾತನಾಡಿದ ಅವರು, ಕೇಂದ್ರ ಸರ್ಕಾರ ಆರು ವರ್ಷಗಳಲ್ಲಿ ಜನಪರ ಯೋಜನೆಗಳನ್ನು ಜಾರಿಗೊಳಿಸಿದೆ. ಸ್ವಾವಲಂಬಿ ಭಾರತ ನಿರ್ಮಾಣಕ್ಕೆ ಮೋದಿ ಅವರು ಕರೆ ನೀಡಿದ್ದಾರೆ ಎಂದರು. <box>486 1678 675 1881</box>
letter-3-salutation: ಮಾನ್ಯರೆ, <box>95 1782 132 1797</box>
letter-1-photo <box>95 764 465 996</box>
joke-line-2: : "ಹೂ ಕಣೆ, ನನ್ನ ಗಂಡನೂ ಅಷ್ಟೆ ಅವನ ನೆನಪೇ ಇರುವುದಿಲ್ಲ ನಾನು ಹುಟ್ಟಿದ ದಿನ ಹೊಸ ಸೀರೆ ಕೊಡಿಸು ಎಂದು ನೆನಪಿಸಬೇಕು ಹೊಸ ಸೀರೆ ಕೇಳ್ಬೇಕು!" <box>139 264 444 297</box>
info-editor-row <box>132 431 283 446</box>
letter-1-head: ಮೃತ್ಯುಕೂಪವಾಗಿರುವ ಮರಗಳು <box>95 729 336 757</box>
lahari-column-tag <box>1084 143 1474 223</box>
group-leaflet-release-image <box>683 1705 1082 1843</box>
letter-1-sign: -ಟಿ.ಬಿ.ಸಂತೃಪ್ತ ಅಧ್ಯಕ್ಷರು, ಎಂ.ಎಸ್.ಆರ್. ಬಿಲ್ಡರ್ಸ್ ಅಂಡ್ ಡೆವಲಪರ್ಸ್, ಮೈಸೂರು. <box>118 1222 465 1237</box>
corona-count-headline: ಹೊಸದಾಗಿ 239 ಮಂದಿಗೆ ಕೊರೊನಾ <box>1137 1914 1445 1943</box>
continued-label-box <box>1098 1198 1484 1225</box>
lahari-col-5: ಪಾರ್ಕಿನಲ್ಲಿ ಏಳು ತೋಡುಗಳು ಇವೆ. ಅವುಗಳಲ್ಲಿ ಸದಾ ನೀರು ತುಂಬಿರುವಂತೆ ನೋಡಿಕೊಳ್ಳುತ್ತಾರೆ. ಪಾರ್ಕಿನ ಭದ್ರತಾ ಸಿಬ್ಬಂದಿಯ ಸಹಕಾರವನ್ನೂ ಪಡೆದಿದ್ದಾರೆ. ಪಾರ್ಕಿನ ಒಳಗೆ ಪ್ಲಾಸ್ಟಿಕ್ ಬಳಕೆ ಮಾಡದಂತೆ ವಾಕಿಂಗ್ ಮಾಡುವವರಿಗೆ ಮನವಿ ಮಾಡುತ್ತಾರೆ. ಬಿದ್ದ ಕಸವನ್ನು ಹೆಕ್ಕಿ ಕಸದ ಬುಟ್ಟಿಗೆ ಹಾಕುತ್ತಾರೆ. ಹಲವು ಬಾರಿ ಗಾಯಗೊಂಡ ಪಕ್ಷಿಗಳಿಗೆ ಚಿಕಿತ್ಸೆ ಕೊಡಿಸಿದ್ದಾರೆ. ಮರದಿಂದ ಬಿದ್ದ ಪಕ್ಷಿ ಮರಿಗಳನ್ನು ರಕ್ಷಿಸಿ ಆರೈಕೆ ಮಾಡಿದ್ದಾರೆ. ಆದರೆ ಅವರು ಪ್ರಚಾರ ಬಯಸುವುದಿಲ್ಲ, ಸದ್ದಿಲ್ಲದೆ ತಮ್ಮ ಕೆಲಸ ಮಾಡುತ್ತಾರೆ. "ನನಗೆ ಇದರಿಂದ ಆನಂದ ಸಿಗುತ್ತದೆ, ಅದಕ್ಕೆ ಮಾಡುತ್ತೇನೆ" ಎನ್ನುವ ಅವರ ಮಾತು ಎಲ್ಲರಿಗೂ ಸ್ಫೂರ್ತಿಯಾಗಬೇಕು. <box>1074 661 1260 921</box>
reg-dot <box>102 2058 112 2068</box>
info-date: ಸೋಮವಾರ 8 ಜೂನ್ 2020 <box>173 366 384 388</box>
reg-dot-yellow <box>1456 2058 1466 2068</box>
imprint-line-1: Printed by T.S. Gopinath, Published by M. Govinde Gowda on behalf of Academy Newspapers Private Limited, 15-C Industrial 'A' Layout, Bannimantap, Mysore-570 015 and Printed at Academy <box>86 1975 1423 1990</box>
editor-degree: M.A. <box>260 434 284 444</box>
